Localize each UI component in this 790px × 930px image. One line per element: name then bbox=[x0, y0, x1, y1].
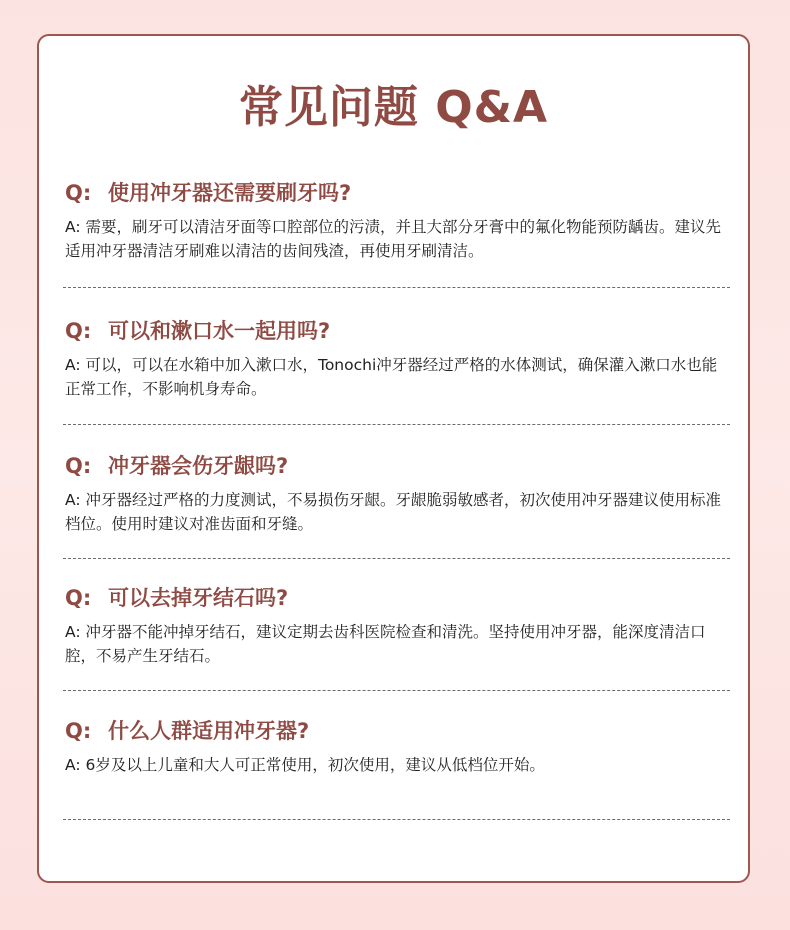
faq-item bbox=[65, 178, 725, 263]
faq-item bbox=[65, 583, 725, 668]
dashed-divider bbox=[63, 819, 730, 820]
faq-answer: A: 6岁及以上儿童和大人可正常使用，初次使用，建议从低档位开始。 bbox=[65, 756, 545, 774]
question-text: 可以和漱口水一起用吗? bbox=[108, 319, 331, 343]
question-prefix: Q: bbox=[65, 719, 92, 743]
faq-question bbox=[65, 178, 725, 208]
dashed-divider bbox=[63, 690, 730, 691]
faq-item bbox=[65, 316, 725, 401]
question-text: 冲牙器会伤牙龈吗? bbox=[108, 454, 289, 478]
question-text: 可以去掉牙结石吗? bbox=[108, 586, 289, 610]
dashed-divider bbox=[63, 424, 730, 425]
faq-item bbox=[65, 451, 725, 536]
faq-answer: A: 可以，可以在水箱中加入漱口水，Tonochi冲牙器经过严格的水体测试，确保灌入漱口水也能正常工作，不影响机身寿命。 bbox=[65, 356, 718, 398]
question-prefix: Q: bbox=[65, 319, 92, 343]
question-prefix: Q: bbox=[65, 454, 92, 478]
faq-answer: A: 冲牙器不能冲掉牙结石，建议定期去齿科医院检查和清洗。坚持使用冲牙器，能深度清洁口腔，不易产生牙结石。 bbox=[65, 623, 706, 665]
faq-item bbox=[65, 716, 725, 777]
dashed-divider bbox=[63, 287, 730, 288]
faq-question bbox=[65, 316, 725, 346]
faq-question bbox=[65, 451, 725, 481]
dashed-divider bbox=[63, 558, 730, 559]
faq-answer: A: 冲牙器经过严格的力度测试，不易损伤牙龈。牙龈脆弱敏感者，初次使用冲牙器建议使用标准档位。使用时建议对准齿面和牙缝。 bbox=[65, 491, 721, 533]
faq-question bbox=[65, 716, 725, 746]
faq-answer: A: 需要，刷牙可以清洁牙面等口腔部位的污渍，并且大部分牙膏中的氟化物能预防龋齿。建议先适用冲牙器清洁牙刷难以清洁的齿间残渣，再使用牙刷清洁。 bbox=[65, 218, 721, 260]
faq-card bbox=[37, 34, 750, 883]
question-text: 什么人群适用冲牙器? bbox=[108, 719, 310, 743]
question-prefix: Q: bbox=[65, 586, 92, 610]
faq-question bbox=[65, 583, 725, 613]
question-text: 使用冲牙器还需要刷牙吗? bbox=[108, 181, 352, 205]
question-prefix: Q: bbox=[65, 181, 92, 205]
page-title: 常见问题 Q&A bbox=[238, 82, 549, 133]
